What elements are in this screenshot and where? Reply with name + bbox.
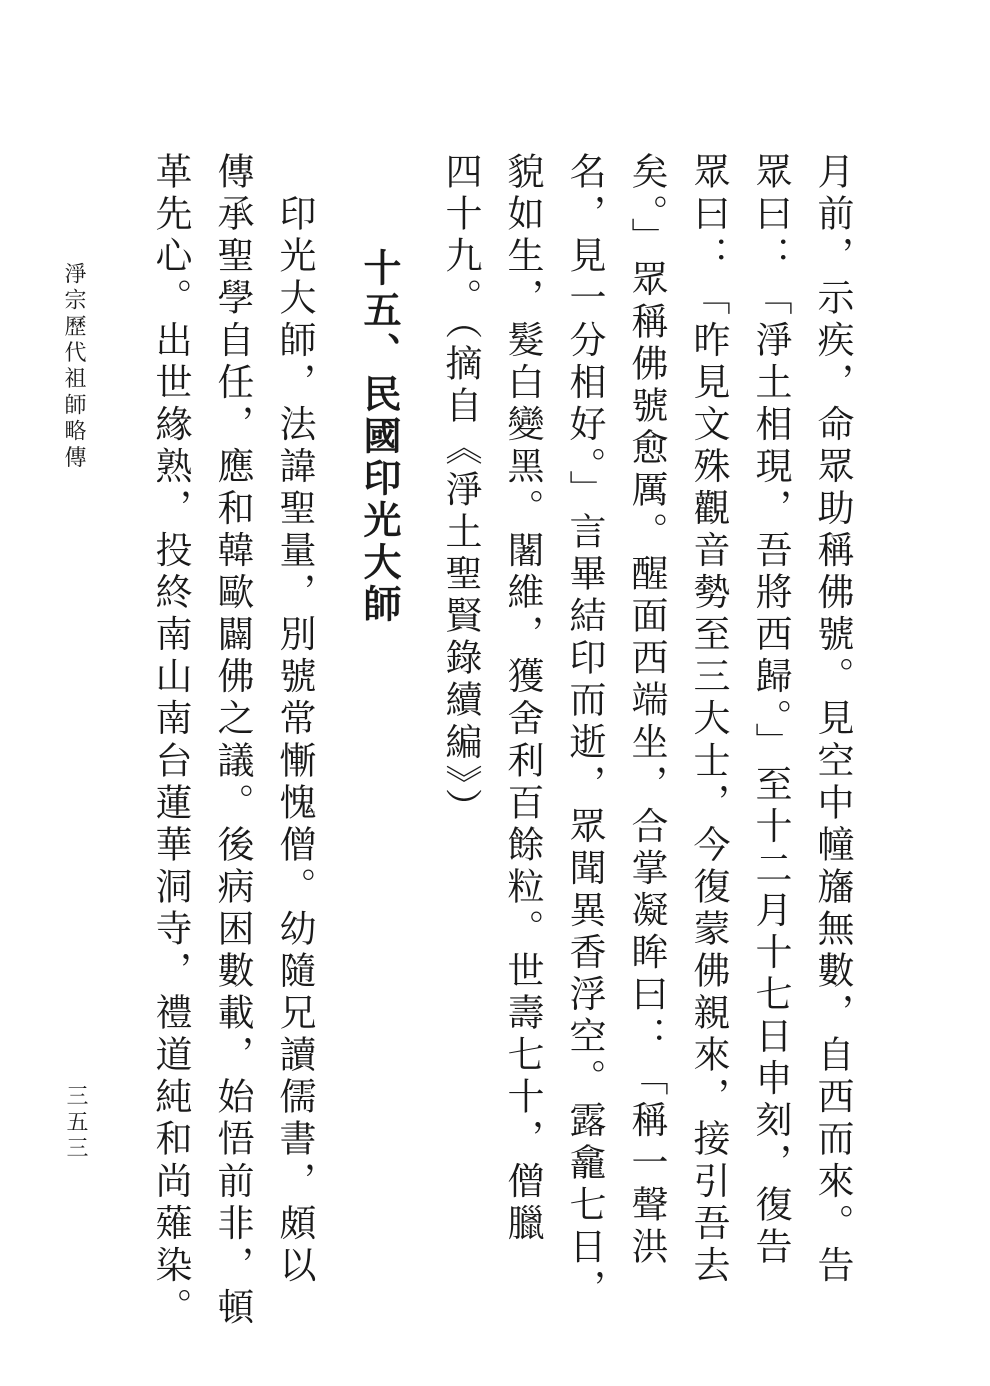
text-column-7: 四十九。（摘自《淨土聖賢錄續編》） bbox=[439, 152, 482, 830]
text-column-2: 眾曰：「淨土相現，吾將西歸。」至十二月十七日申刻，復告 bbox=[749, 152, 792, 1269]
text-column-5: 名，見一分相好。」言畢結印而逝，眾聞異香浮空。露龕七日， bbox=[563, 152, 606, 1311]
text-column-3: 眾曰：「昨見文殊觀音勢至三大士，今復蒙佛親來，接引吾去 bbox=[687, 152, 730, 1288]
section-heading: 十五、民國印光大師 bbox=[357, 248, 401, 626]
page-number: 三五三 bbox=[63, 1084, 88, 1162]
section-text-column-1: 印光大師，法諱聖量，別號常慚愧僧。幼隨兄讀儒書，頗以 bbox=[273, 152, 316, 1288]
running-title: 淨宗歷代祖師略傳 bbox=[61, 262, 86, 472]
text-column-4: 矣。」眾稱佛號愈厲。醒面西端坐，合掌凝眸曰：「稱一聲洪 bbox=[625, 152, 668, 1269]
section-text-column-3: 革先心。出世緣熟，投終南山南台蓮華洞寺，禮道純和尚薙染。 bbox=[149, 152, 192, 1330]
section-text-column-2: 傳承聖學自任，應和韓歐闢佛之議。後病困數載，始悟前非，頓 bbox=[211, 152, 254, 1330]
text-column-6: 貌如生，髮白變黑。闍維，獲舍利百餘粒。世壽七十，僧臘 bbox=[501, 152, 544, 1246]
text-column-1: 月前，示疾，命眾助稱佛號。見空中幢旛無數，自西而來。告 bbox=[811, 152, 854, 1288]
